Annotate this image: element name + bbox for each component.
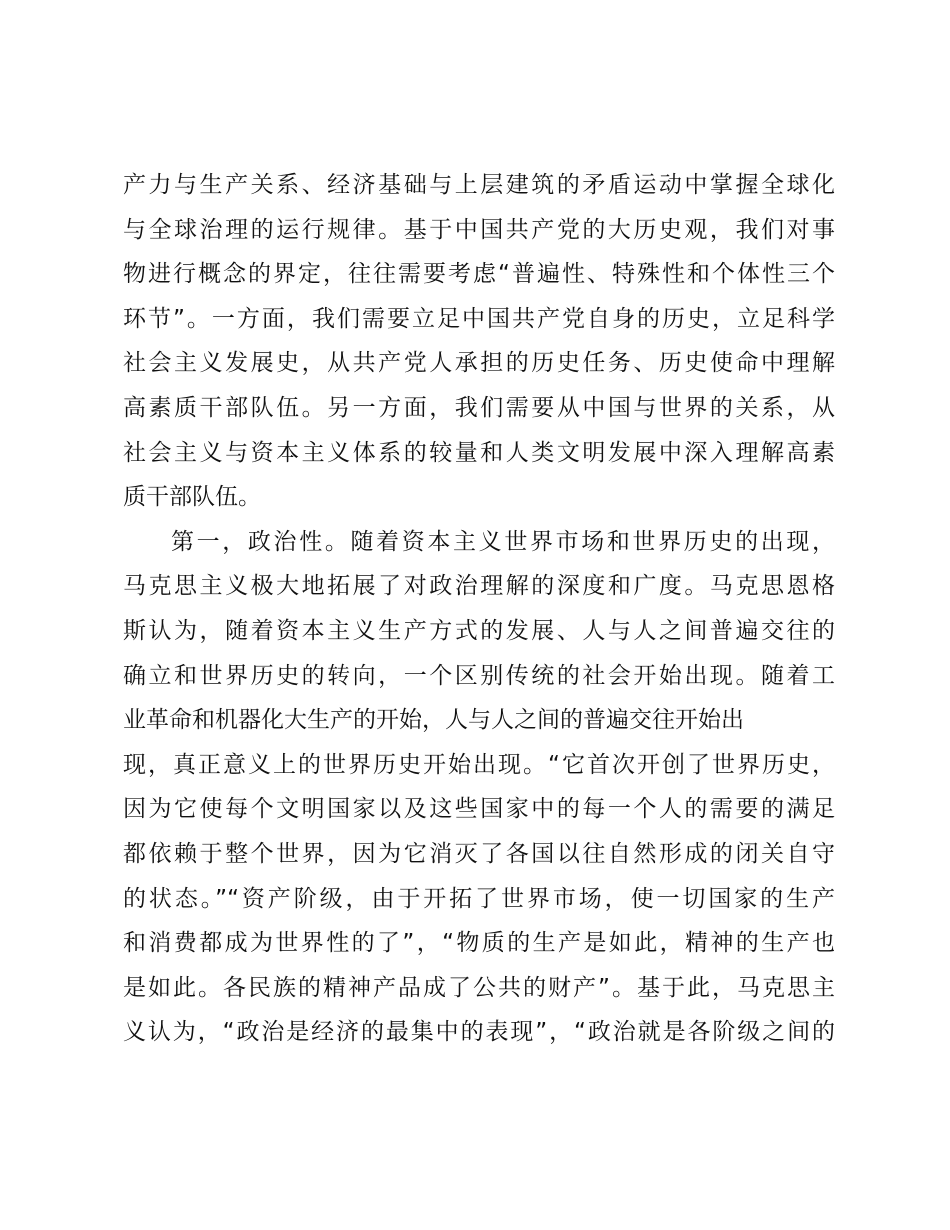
text-line: 与全球治理的运行规律。基于中国共产党的大历史观，我们对事	[123, 216, 835, 243]
paragraph-1	[123, 163, 835, 520]
text-line: 马克思主义极大地拓展了对政治理解的深度和广度。马克思恩格	[123, 573, 835, 600]
text-line: 因为它使每个文明国家以及这些国家中的每一个人的需要的满足	[123, 796, 835, 823]
text-line: 环节”。一方面，我们需要立足中国共产党自身的历史，立足科学	[123, 305, 835, 332]
text-line: 的状态。”“资产阶级，由于开拓了世界市场，使一切国家的生产	[123, 885, 835, 912]
text-line: 社会主义发展史，从共产党人承担的历史任务、历史使命中理解	[123, 350, 835, 377]
text-line: 和消费都成为世界性的了”，“物质的生产是如此，精神的生产也	[123, 930, 835, 957]
text-line: 都依赖于整个世界，因为它消灭了各国以往自然形成的闭关自守	[123, 840, 835, 867]
text-line: 社会主义与资本主义体系的较量和人类文明发展中深入理解高素	[123, 439, 835, 466]
body-text	[123, 163, 835, 1055]
text-line: 第一，政治性。随着资本主义世界市场和世界历史的出现，	[171, 528, 835, 555]
text-line: 现，真正意义上的世界历史开始出现。“它首次开创了世界历史，	[123, 751, 835, 778]
text-line: 产力与生产关系、经济基础与上层建筑的矛盾运动中掌握全球化	[123, 172, 835, 198]
text-line: 质干部队伍。	[123, 484, 261, 511]
text-line: 物进行概念的界定，往往需要考虑“普遍性、特殊性和个体性三个	[123, 261, 835, 288]
paragraph-2	[123, 520, 835, 1055]
text-line: 高素质干部队伍。另一方面，我们需要从中国与世界的关系，从	[123, 394, 835, 421]
text-line: 是如此。各民族的精神产品成了公共的财产”。基于此，马克思主	[123, 974, 835, 1001]
text-line: 义认为，“政治是经济的最集中的表现”，“政治就是各阶级之间的	[123, 1019, 835, 1046]
text-line: 确立和世界历史的转向，一个区别传统的社会开始出现。随着工	[123, 662, 835, 689]
text-line: 斯认为，随着资本主义生产方式的发展、人与人之间普遍交往的	[123, 617, 835, 644]
text-line: 业革命和机器化大生产的开始，人与人之间的普遍交往开始出	[123, 707, 744, 734]
